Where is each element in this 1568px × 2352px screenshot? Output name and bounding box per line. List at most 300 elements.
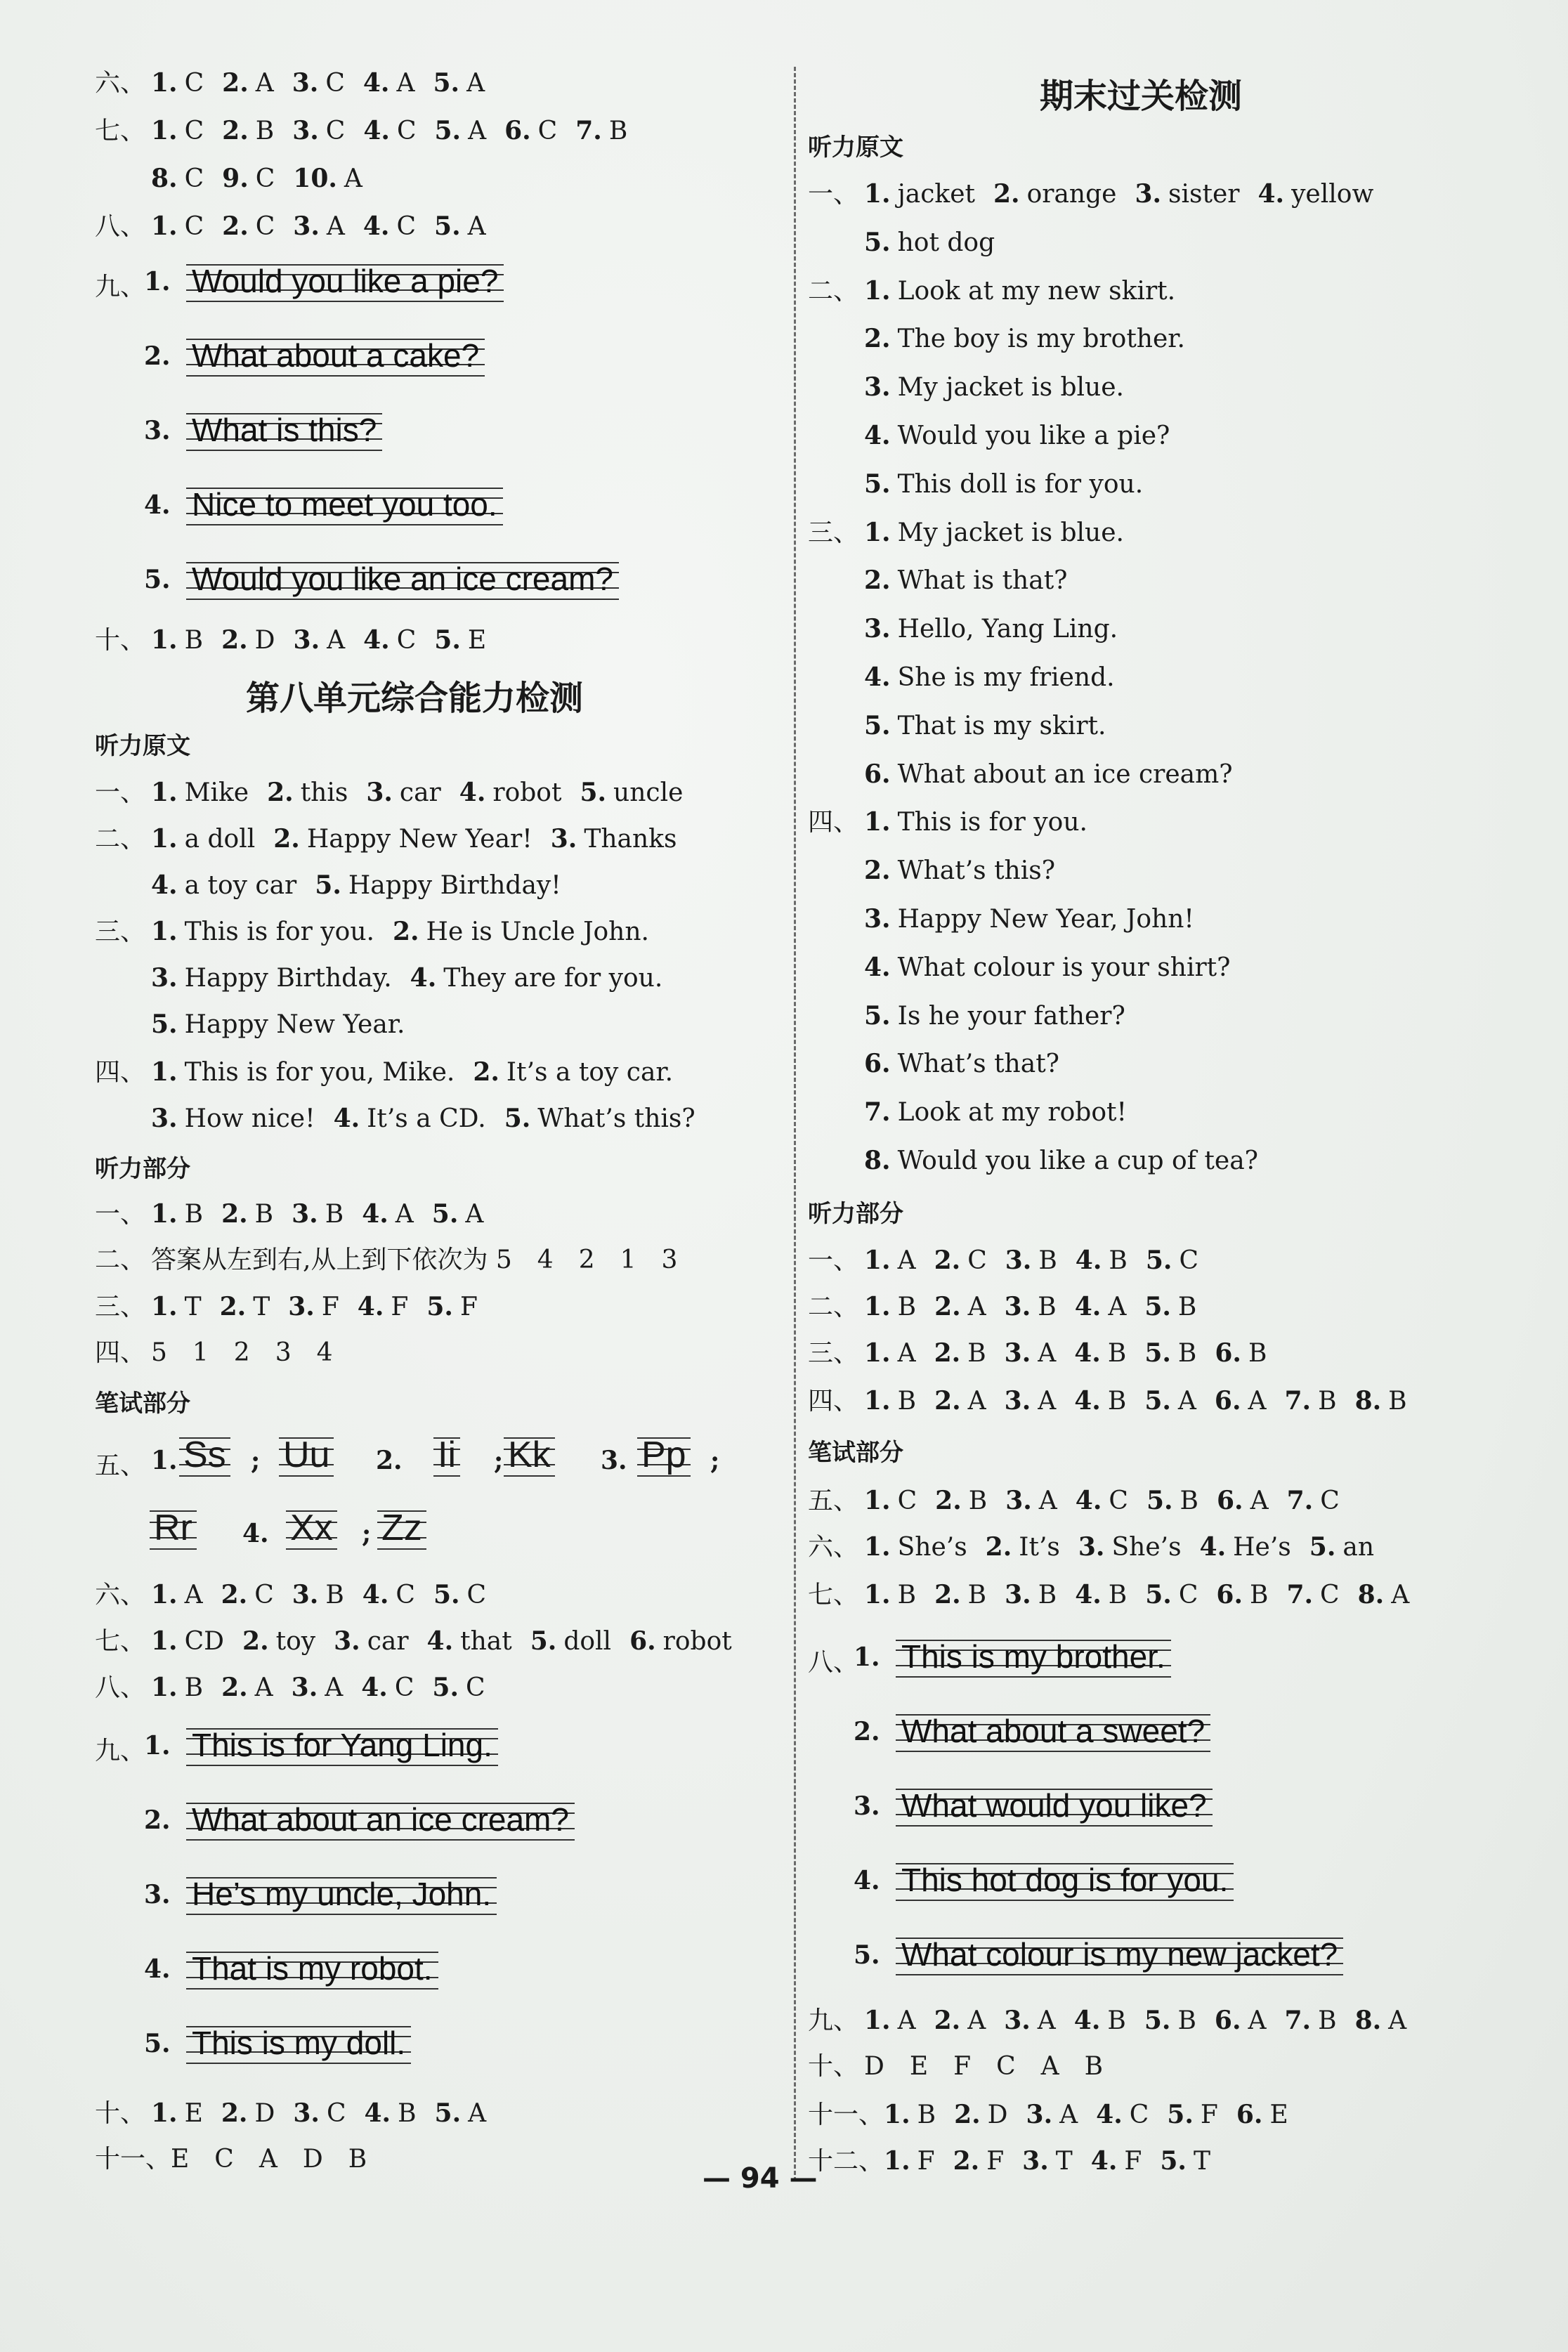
- answer-number: 1.: [151, 1626, 178, 1656]
- handwritten-answer: This is for Yang Ling.: [186, 1725, 498, 1769]
- answer-number: 3.: [1022, 2146, 1049, 2176]
- row-prefix: 十二、: [808, 2147, 884, 2176]
- answer-number: 4.: [362, 1199, 388, 1229]
- answer-number: 7.: [1286, 1486, 1314, 1515]
- answer-number: 3.: [293, 2098, 320, 2128]
- handwritten-answer: What would you like?: [896, 1786, 1213, 1829]
- answer-value: C: [184, 164, 204, 193]
- row-prefix: 九、: [95, 1737, 146, 1765]
- separator: ;: [362, 1519, 372, 1548]
- answer-value: It’s a toy car.: [506, 1058, 674, 1087]
- answer-number: 2.: [993, 179, 1020, 209]
- answer-item: [934, 1581, 986, 1609]
- answer-number: 3.: [151, 963, 178, 993]
- answer-number: 1.: [864, 1386, 891, 1416]
- answer-value: C: [184, 212, 204, 241]
- answer-number: 3.: [1004, 2006, 1031, 2035]
- answer-row: [808, 2144, 1229, 2178]
- answer-number: 1.: [864, 518, 891, 547]
- letter-answer: Kk: [504, 1433, 555, 1478]
- answer-row: [95, 1671, 504, 1705]
- answer-number: 4.: [363, 625, 390, 655]
- answer-item: [551, 825, 677, 854]
- answer-item: [864, 1581, 916, 1609]
- answer-value: C: [537, 117, 558, 145]
- answer-row: [95, 1290, 496, 1324]
- answer-value: that: [460, 1627, 512, 1656]
- answer-number: 1.: [864, 1292, 891, 1321]
- answer-value: B: [897, 1293, 917, 1321]
- letter-answer: Uu: [279, 1433, 334, 1478]
- answer-value: C: [254, 1581, 274, 1609]
- row-prefix: 七、: [808, 1581, 859, 1609]
- section-title: 期末过关检测: [1040, 77, 1243, 116]
- answer-item: [1146, 1487, 1198, 1515]
- answer-item: [358, 1293, 409, 1321]
- answer-number: 1.: [144, 267, 171, 296]
- separator: ;: [251, 1446, 261, 1475]
- answer-item: [410, 964, 663, 993]
- answer-item: [1285, 2006, 1337, 2035]
- row-prefix: 六、: [808, 1533, 859, 1562]
- answer-number: 4.: [1096, 2100, 1123, 2129]
- answer-number: 7.: [1284, 1386, 1312, 1416]
- answer-number: 5.: [434, 211, 461, 241]
- answer-number: 5.: [431, 1199, 459, 1229]
- answer-number: 5.: [432, 1673, 459, 1702]
- answer-value: C: [466, 1581, 487, 1609]
- row-prefix: 八、: [95, 1673, 146, 1702]
- answer-value: C: [1179, 1246, 1198, 1275]
- answer-value: She’s: [1111, 1533, 1182, 1562]
- answer-row: [95, 822, 695, 856]
- answer-value: jacket: [897, 180, 975, 209]
- answer-number: 3.: [291, 1673, 318, 1702]
- answer-item: [864, 325, 1185, 353]
- row-prefix: 一、: [808, 180, 859, 209]
- answer-value: B: [1108, 1581, 1128, 1609]
- answer-value: this: [300, 778, 348, 807]
- answer-value: That is my skirt.: [897, 712, 1106, 740]
- answer-value: A: [184, 1581, 203, 1609]
- answer-value: B: [967, 1339, 986, 1368]
- answer-row: [808, 2050, 1121, 2084]
- answer-value: A: [254, 1673, 273, 1702]
- answer-row: [95, 776, 701, 810]
- answer-number: 2.: [935, 1486, 962, 1515]
- answer-value: B: [1107, 1387, 1127, 1416]
- answer-value: Would you like a cup of tea?: [897, 1146, 1258, 1175]
- answer-row: [808, 516, 1142, 550]
- answer-number: 3.: [1026, 2100, 1053, 2129]
- answer-item: [362, 1581, 415, 1609]
- answer-number: 4.: [364, 2098, 391, 2128]
- answer-value: B: [1388, 1387, 1407, 1416]
- answer-number: 2.: [222, 68, 249, 98]
- answer-item: [393, 917, 649, 946]
- answer-value: C: [1129, 2101, 1149, 2129]
- answer-value: C: [1109, 1487, 1128, 1515]
- answer-item: [151, 212, 204, 241]
- answer-value: Happy New Year.: [184, 1010, 405, 1039]
- answer-item: [1144, 1339, 1196, 1368]
- answer-row: [95, 162, 381, 196]
- answer-item: [1287, 1487, 1340, 1515]
- answer-number: 5.: [854, 1940, 880, 1970]
- answer-value: F: [1200, 2101, 1218, 2129]
- answer-value: A: [1037, 2006, 1056, 2035]
- answer-value: Thanks: [584, 825, 677, 854]
- answer-row: [808, 950, 1248, 985]
- answer-item: [221, 1200, 273, 1229]
- answer-item: [1005, 1487, 1057, 1515]
- answer-number: 3.: [1004, 1386, 1031, 1416]
- answer-item: [432, 1673, 485, 1702]
- answer-value: T: [1055, 2147, 1073, 2176]
- answer-value: A: [897, 2006, 916, 2035]
- answer-item: [864, 615, 1118, 643]
- answer-item: [363, 626, 416, 655]
- answer-item: [1005, 1246, 1057, 1275]
- answer-item: [864, 663, 1115, 692]
- answer-item: [151, 1338, 333, 1367]
- answer-row: [95, 209, 504, 244]
- answer-item: [504, 1104, 695, 1133]
- answer-item: [1355, 1387, 1407, 1416]
- answer-number: 1.: [151, 1199, 178, 1229]
- answer-item: [954, 2101, 1007, 2129]
- answer-item: [151, 1010, 405, 1039]
- answer-number: 5.: [864, 228, 891, 257]
- answer-item: [1075, 1293, 1127, 1321]
- answer-number: 3.: [288, 1292, 315, 1321]
- answer-number: 1.: [854, 1642, 880, 1672]
- answer-item: [1005, 1293, 1057, 1321]
- answer-value: T: [1193, 2147, 1210, 2176]
- answer-item: [864, 2052, 1103, 2081]
- answer-row: [808, 1336, 1285, 1371]
- answer-value: Look at my new skirt.: [897, 277, 1176, 306]
- answer-value: CD: [184, 1627, 225, 1656]
- answer-row: [808, 370, 1142, 405]
- answer-value: A: [1038, 1387, 1057, 1416]
- answer-value: robot: [492, 778, 562, 807]
- answer-item: [1355, 2006, 1407, 2035]
- answer-value: It’s: [1019, 1533, 1060, 1562]
- answer-value: A: [1391, 1581, 1410, 1609]
- answer-row: [95, 623, 504, 658]
- answer-item: [934, 2006, 986, 2035]
- answer-item: [1236, 2101, 1288, 2129]
- answer-value: A: [466, 69, 485, 98]
- answer-row: [95, 868, 580, 903]
- answer-item: [1004, 2006, 1056, 2035]
- answer-value: toy: [275, 1627, 316, 1656]
- row-prefix: 二、: [808, 277, 859, 306]
- answer-value: Hello, Yang Ling.: [897, 615, 1118, 643]
- answer-value: yellow: [1291, 180, 1374, 209]
- answer-item: [1074, 1339, 1126, 1368]
- answer-value: C: [1178, 1581, 1198, 1609]
- answer-value: This is for you.: [184, 917, 374, 946]
- answer-number: 2.: [221, 1673, 248, 1702]
- column-divider: [794, 67, 796, 2181]
- row-prefix: 五、: [808, 1487, 859, 1515]
- answer-value: C: [326, 2099, 346, 2128]
- answer-value: Is he your father?: [897, 1002, 1125, 1031]
- answer-value: What is that?: [897, 566, 1068, 595]
- answer-item: [864, 1246, 916, 1275]
- answer-number: 7.: [1286, 1580, 1314, 1609]
- answer-value: B: [967, 1581, 987, 1609]
- answer-item: [222, 164, 275, 193]
- answer-value: A: [897, 1246, 916, 1275]
- answer-number: 5.: [434, 2098, 462, 2128]
- answer-row: [95, 1102, 714, 1136]
- answer-item: [864, 566, 1067, 595]
- answer-item: [864, 1533, 967, 1562]
- handwritten-answer: What colour is my new jacket?: [896, 1935, 1343, 1978]
- letter-answer: Ii: [433, 1433, 460, 1478]
- answer-row: [95, 1336, 351, 1370]
- answer-item: [433, 1581, 486, 1609]
- answer-number: 9.: [222, 164, 249, 193]
- answer-value: F: [391, 1293, 409, 1321]
- answer-value: B: [1180, 1487, 1198, 1515]
- answer-item: [864, 373, 1124, 402]
- handwritten-answer: What about an ice cream?: [186, 1800, 575, 1843]
- answer-value: Happy Birthday.: [184, 964, 392, 993]
- answer-value: F: [1124, 2147, 1142, 2176]
- handwritten-answer: That is my robot.: [186, 1949, 438, 1992]
- answer-value: Happy New Year, John!: [897, 905, 1194, 934]
- answer-item: [1200, 1533, 1291, 1562]
- row-prefix: 十、: [95, 626, 146, 655]
- answer-row: [95, 915, 667, 949]
- answer-number: 2.: [219, 1292, 247, 1321]
- answer-value: What’s this?: [537, 1104, 695, 1133]
- answer-row: [808, 1384, 1425, 1418]
- answer-number: 3.: [334, 1626, 360, 1656]
- answer-item: [864, 1050, 1059, 1078]
- handwritten-answer: Would you like a pie?: [186, 261, 504, 305]
- answer-number: 3.: [366, 778, 393, 807]
- answer-item: [1146, 1246, 1198, 1275]
- answer-value: A: [465, 1200, 484, 1229]
- handwritten-answer: This is my doll.: [186, 2023, 411, 2067]
- row-prefix: 一、: [808, 1246, 859, 1275]
- row-prefix: 六、: [95, 1581, 146, 1609]
- answer-value: E C A D B: [171, 2145, 367, 2174]
- answer-row: [808, 660, 1133, 695]
- answer-value: doll: [563, 1627, 612, 1656]
- answer-number: 5.: [1144, 1338, 1171, 1368]
- row-prefix: 八、: [808, 1648, 859, 1677]
- answer-value: A: [468, 2099, 487, 2128]
- written-part-label: 笔试部分: [95, 1390, 190, 1418]
- handwritten-answer: Nice to meet you too.: [186, 485, 503, 528]
- answer-item: [884, 2147, 935, 2176]
- answer-item: [222, 117, 274, 145]
- answer-value: B: [1038, 1246, 1057, 1275]
- answer-item: [864, 953, 1230, 982]
- answer-item: [1144, 2006, 1196, 2035]
- answer-value: 5 1 2 3 4: [151, 1338, 333, 1367]
- answer-item: [1144, 1387, 1196, 1416]
- answer-number: 1.: [864, 179, 891, 209]
- answer-value: B: [325, 1200, 344, 1229]
- answer-item: [222, 69, 274, 98]
- answer-value: D: [254, 626, 275, 655]
- answer-value: F: [986, 2147, 1005, 2176]
- answer-item: [986, 1533, 1060, 1562]
- row-prefix: 八、: [95, 212, 146, 241]
- answer-item: [1076, 1246, 1128, 1275]
- answer-item: [934, 1293, 986, 1321]
- answer-number: 5.: [530, 1626, 557, 1656]
- answer-number: 1.: [151, 917, 178, 946]
- answer-item: [292, 1581, 344, 1609]
- answer-item: [151, 1673, 203, 1702]
- row-prefix: 四、: [808, 1387, 859, 1416]
- answer-item: [151, 1293, 202, 1321]
- answer-value: robot: [662, 1627, 732, 1656]
- answer-item: [434, 117, 486, 145]
- answer-number: 1.: [151, 625, 178, 655]
- answer-item: [1005, 1339, 1057, 1368]
- answer-value: Would you like a pie?: [897, 422, 1170, 450]
- answer-item: [315, 871, 561, 900]
- answer-item: [864, 712, 1106, 740]
- answer-item: [864, 905, 1194, 934]
- letter-answer: Pp: [637, 1433, 691, 1478]
- answer-item: [1135, 180, 1239, 209]
- answer-value: B: [1038, 1293, 1057, 1321]
- answer-number: 2.: [864, 856, 891, 885]
- answer-item: [151, 1627, 224, 1656]
- handwritten-answer: What about a sweet?: [896, 1711, 1210, 1755]
- answer-item: [1078, 1533, 1182, 1562]
- answer-value: B: [184, 626, 204, 655]
- answer-item: [1215, 2006, 1267, 2035]
- answer-number: 3.: [144, 416, 171, 445]
- answer-item: [473, 1058, 673, 1087]
- answer-item: [220, 1293, 270, 1321]
- answer-value: C: [967, 1246, 987, 1275]
- answer-item: [334, 1627, 408, 1656]
- row-prefix: 三、: [808, 1339, 859, 1368]
- answer-value: C: [255, 212, 275, 241]
- answer-number: 4.: [459, 778, 486, 807]
- row-prefix: 七、: [95, 117, 146, 145]
- answer-value: A: [1038, 1339, 1057, 1368]
- answer-row: [808, 1578, 1427, 1612]
- row-prefix: 十、: [808, 2052, 859, 2081]
- answer-value: This is for you.: [897, 808, 1087, 837]
- answer-value: sister: [1168, 180, 1240, 209]
- answer-item: [288, 1293, 339, 1321]
- answer-value: He’s: [1233, 1533, 1291, 1562]
- answer-value: A: [967, 1387, 986, 1416]
- answer-number: 4.: [1074, 1338, 1101, 1368]
- answer-value: A: [396, 69, 415, 98]
- answer-number: 4.: [357, 1292, 384, 1321]
- answer-item: [1167, 2101, 1218, 2129]
- answer-item: [864, 2006, 916, 2035]
- answer-item: [151, 917, 374, 946]
- row-prefix: 十一、: [808, 2101, 884, 2129]
- answer-row: [808, 419, 1188, 453]
- answer-number: 7.: [575, 116, 602, 145]
- answer-value: C: [897, 1487, 917, 1515]
- answer-number: 8.: [1357, 1580, 1385, 1609]
- answer-value: Happy New Year!: [306, 825, 533, 854]
- answer-number: 1.: [864, 2006, 891, 2035]
- answer-value: A: [897, 1339, 916, 1368]
- answer-row: [808, 902, 1213, 936]
- row-prefix: 二、: [808, 1293, 859, 1321]
- answer-number: 3.: [1004, 1338, 1031, 1368]
- answer-number: 8.: [864, 1146, 891, 1175]
- answer-number: 6.: [629, 1626, 656, 1656]
- row-prefix: 十、: [95, 2099, 146, 2128]
- answer-number: 3.: [854, 1791, 880, 1821]
- answer-value: A: [326, 212, 345, 241]
- answer-number: 8.: [151, 164, 178, 193]
- answer-value: C: [396, 117, 417, 145]
- answer-value: My jacket is blue.: [897, 518, 1124, 547]
- row-prefix: 一、: [95, 778, 146, 807]
- page-number: — 94 —: [703, 2162, 818, 2195]
- answer-item: [1144, 1293, 1196, 1321]
- answer-number: 4.: [1075, 1580, 1102, 1609]
- answer-value: uncle: [613, 778, 684, 807]
- answer-value: E: [184, 2099, 203, 2128]
- answer-item: [1145, 1581, 1198, 1609]
- answer-number: 3.: [1004, 1292, 1031, 1321]
- answer-item: [292, 1200, 344, 1229]
- answer-item: [293, 164, 362, 193]
- answer-value: B: [608, 117, 628, 145]
- answer-row: [808, 709, 1124, 743]
- answer-number: 3.: [864, 904, 891, 934]
- answer-number: 2.: [934, 1292, 961, 1321]
- answer-row: [808, 1047, 1078, 1081]
- answer-value: It’s a CD.: [367, 1104, 486, 1133]
- answer-number: 8.: [1354, 1386, 1382, 1416]
- answer-row: [95, 1578, 504, 1612]
- answer-value: She’s: [897, 1533, 967, 1562]
- answer-number: 6.: [1215, 1338, 1241, 1368]
- answer-number: 4.: [1074, 1292, 1102, 1321]
- answer-value: A: [967, 2006, 986, 2035]
- handwritten-answer: This is my brother.: [896, 1637, 1171, 1680]
- answer-value: She is my friend.: [897, 663, 1115, 692]
- answer-value: Happy Birthday!: [348, 871, 561, 900]
- answer-value: B: [254, 1200, 274, 1229]
- answer-item: [575, 117, 627, 145]
- answer-number: 2.: [221, 2098, 248, 2128]
- handwritten-answer: What is this?: [186, 410, 382, 454]
- answer-item: [1309, 1533, 1374, 1562]
- answer-item: [1005, 1387, 1057, 1416]
- answer-item: [151, 2099, 203, 2128]
- answer-item: [151, 1058, 455, 1087]
- answer-number: 3.: [151, 1104, 178, 1133]
- answer-item: [864, 518, 1124, 547]
- answer-number: 4.: [1090, 2146, 1118, 2176]
- answer-value: What’s this?: [897, 856, 1056, 885]
